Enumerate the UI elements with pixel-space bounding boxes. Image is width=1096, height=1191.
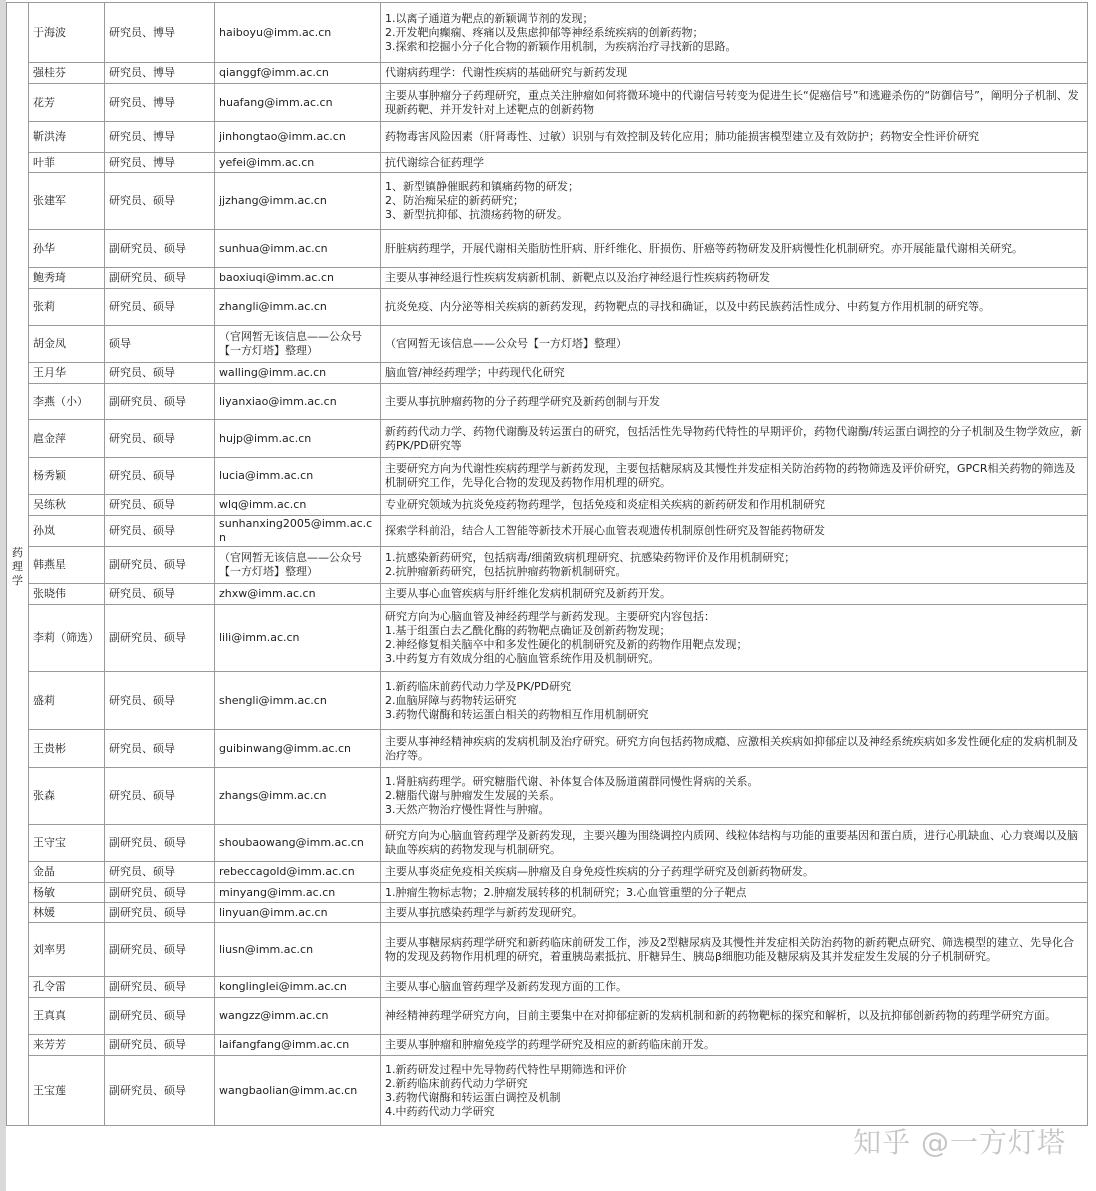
research-direction-cell [381,1035,1088,1056]
research-direction-line: 1.新药临床前药代动力学及PK/PD研究 [385,679,572,693]
research-direction-line: 3.探索和挖掘小分子化合物的新颖作用机制，为疾病治疗寻找新的思路。 [385,39,737,53]
research-direction-cell [381,230,1088,268]
research-direction-line: 专业研究领域为抗炎免疫药物药理学，包括免疫和炎症相关疾病的新药研发和作用机制研究 [385,498,825,511]
title-cell: 副研究员、硕导 [105,977,215,998]
email-cell: shoubaowang@imm.ac.cn [215,825,381,862]
title-cell: 副研究员、硕导 [105,230,215,268]
email-cell: qianggf@imm.ac.cn [215,63,381,84]
email-cell: shengli@imm.ac.cn [215,672,381,730]
name-cell: 孙岚 [29,516,105,547]
research-direction-line: 3、新型抗抑郁、抗溃疡药物的研发。 [385,208,568,221]
research-direction-cell [381,768,1088,825]
table-row [7,672,1088,730]
research-direction-line: 主要从事心血管疾病与肝纤维化发病机制研究及新药开发。 [385,587,671,600]
email-cell: jjzhang@imm.ac.cn [215,173,381,230]
research-direction-line: （官网暂无该信息——公众号【一方灯塔】整理） [385,337,627,350]
research-direction-cell [381,672,1088,730]
table-row [7,547,1088,584]
research-direction-cell [381,862,1088,883]
research-direction-cell [381,903,1088,923]
title-cell: 研究员、博导 [105,122,215,153]
research-direction-line: 1.基于组蛋白去乙酰化酶的药物靶点确证及创新药物发现； [385,624,671,637]
name-cell: 张莉 [29,289,105,326]
table-row [7,605,1088,672]
title-cell: 研究员、硕导 [105,584,215,605]
table-row [7,516,1088,547]
research-direction-cell [381,825,1088,862]
email-cell: wangzz@imm.ac.cn [215,998,381,1035]
name-cell: 李莉（筛选） [29,605,105,672]
name-cell: 韩燕星 [29,547,105,584]
name-cell: 杨秀颖 [29,458,105,495]
title-cell: 副研究员、硕导 [105,605,215,672]
table-row [7,458,1088,495]
category-cell [7,3,29,1126]
title-cell: 研究员、硕导 [105,862,215,883]
name-cell: 盛莉 [29,672,105,730]
research-direction-cell [381,977,1088,998]
email-cell: baoxiuqi@imm.ac.cn [215,268,381,289]
title-cell: 副研究员、硕导 [105,384,215,420]
title-cell: 研究员、硕导 [105,516,215,547]
research-direction-line: 抗代谢综合征药理学 [385,155,484,169]
email-cell: laifangfang@imm.ac.cn [215,1035,381,1056]
email-cell: konglinglei@imm.ac.cn [215,977,381,998]
title-cell: 硕导 [105,326,215,363]
table-row [7,153,1088,173]
table-row [7,289,1088,326]
name-cell: 杨敏 [29,883,105,903]
title-cell: 研究员、硕导 [105,289,215,326]
name-cell: 于海波 [29,3,105,63]
title-cell: 副研究员、硕导 [105,923,215,977]
research-direction-cell [381,268,1088,289]
research-direction-line: 3.药物代谢酶和转运蛋白相关的药物相互作用机制研究 [385,707,649,721]
research-direction-cell [381,883,1088,903]
title-cell: 副研究员、硕导 [105,903,215,923]
research-direction-line: 主要从事糖尿病药理学研究和新药临床前研发工作，涉及2型糖尿病及其慢性并发症相关防治药物的新药靶点研究、筛选模型的建立、先导化合物的发现及药物作用机理的研究，着重胰岛素抵抗、肝糖异生、胰岛β细胞功能及糖尿病及其并发症发生发展的分子机制研究。 [385,935,1074,963]
name-cell: 来芳芳 [29,1035,105,1056]
table-row [7,1056,1088,1126]
name-cell: 林媛 [29,903,105,923]
name-cell: 孔令雷 [29,977,105,998]
name-cell: 王宝莲 [29,1056,105,1126]
research-direction-cell [381,516,1088,547]
title-cell: 研究员、硕导 [105,495,215,516]
email-cell: jinhongtao@imm.ac.cn [215,122,381,153]
name-cell: 扈金萍 [29,420,105,458]
email-cell: wangbaolian@imm.ac.cn [215,1056,381,1126]
research-direction-cell [381,384,1088,420]
research-direction-cell [381,1056,1088,1126]
email-cell: hujp@imm.ac.cn [215,420,381,458]
table-row [7,230,1088,268]
research-direction-line: 药物毒害风险因素（肝肾毒性、过敏）识别与有效控制及转化应用；肺功能损害模型建立及有效防护；药物安全性评价研究 [385,130,979,143]
title-cell: 研究员、硕导 [105,730,215,768]
research-direction-line: 1.抗感染新药研究，包括病毒/细菌致病机理研究、抗感染药物评价及作用机制研究； [385,551,796,564]
table-row [7,326,1088,363]
table-row [7,363,1088,384]
research-direction-line: 新药药代动力学、药物代谢酶及转运蛋白的研究，包括活性先导物药代特性的早期评价，药物代谢酶/转运蛋白调控的分子机制及生物学效应，新药PK/PD研究等 [385,424,1082,452]
name-cell: 强桂芬 [29,63,105,84]
research-direction-cell [381,326,1088,363]
research-direction-line: 1.肾脏病药理学。研究糖脂代谢、补体复合体及肠道菌群同慢性肾病的关系。 [385,775,759,788]
research-direction-cell [381,173,1088,230]
email-cell: walling@imm.ac.cn [215,363,381,384]
research-direction-cell [381,63,1088,84]
research-direction-line: 2.抗肿瘤新药研究，包括抗肿瘤药物新机制研究。 [385,565,627,578]
watermark: 知乎 @一方灯塔 [853,1126,1066,1159]
research-direction-cell [381,458,1088,495]
table-row [7,862,1088,883]
title-cell: 研究员、博导 [105,84,215,122]
title-cell: 研究员、硕导 [105,672,215,730]
research-direction-line: 3.天然产物治疗慢性肾性与肿瘤。 [385,803,550,816]
title-cell: 副研究员、硕导 [105,825,215,862]
email-cell: sunhanxing2005@imm.ac.cn [215,516,381,547]
name-cell: 张森 [29,768,105,825]
email-cell: liyanxiao@imm.ac.cn [215,384,381,420]
research-direction-line: 4.中药药代动力学研究 [385,1104,495,1118]
name-cell: 王守宝 [29,825,105,862]
research-direction-line: 1.以离子通道为靶点的新颖调节剂的发现； [385,11,594,25]
title-cell: 副研究员、硕导 [105,547,215,584]
table-row [7,584,1088,605]
research-direction-line: 研究方向为心脑血管药理学及新药发现，主要兴趣为围绕调控内质网、线粒体结构与功能的重要基因和蛋白质，进行心肌缺血、心力衰竭以及脑缺血等疾病的药物发现与机制研究。 [385,829,1078,856]
research-direction-cell [381,122,1088,153]
email-cell: （官网暂无该信息——公众号【一方灯塔】整理） [215,547,381,584]
email-cell: minyang@imm.ac.cn [215,883,381,903]
table-row [7,768,1088,825]
table-row [7,268,1088,289]
name-cell: 叶菲 [29,153,105,173]
email-cell: zhangs@imm.ac.cn [215,768,381,825]
email-cell: huafang@imm.ac.cn [215,84,381,122]
research-direction-cell [381,363,1088,384]
research-direction-cell [381,3,1088,63]
research-direction-line: 1、新型镇静催眠药和镇痛药物的研发； [385,180,579,193]
name-cell: 刘率男 [29,923,105,977]
title-cell: 研究员、博导 [105,153,215,173]
name-cell: 靳洪涛 [29,122,105,153]
name-cell: 张晓伟 [29,584,105,605]
title-cell: 副研究员、硕导 [105,1035,215,1056]
research-direction-cell [381,547,1088,584]
research-direction-line: 2.糖脂代谢与肿瘤发生发展的关系。 [385,789,561,802]
name-cell: 张建军 [29,173,105,230]
research-direction-line: 2.开发靶向癫痫、疼痛以及焦虑抑郁等神经系统疾病的创新药物； [385,25,704,39]
table-row [7,883,1088,903]
email-cell: liusn@imm.ac.cn [215,923,381,977]
research-direction-line: 主要从事抗肿瘤药物的分子药理学研究及新药创制与开发 [385,394,660,408]
title-cell: 研究员、硕导 [105,768,215,825]
research-direction-line: 主要研究方向为代谢性疾病药理学与新药发现，主要包括糖尿病及其慢性并发症相关防治药物的药物筛选及评价研究，GPCR相关药物的筛选及机制研究工作，先导化合物的发现及药物作用机理的研究。 [385,462,1076,489]
title-cell: 副研究员、硕导 [105,1056,215,1126]
research-direction-line: 主要从事神经退行性疾病发病新机制、新靶点以及治疗神经退行性疾病药物研发 [385,271,770,284]
table-row [7,977,1088,998]
email-cell: lucia@imm.ac.cn [215,458,381,495]
title-cell: 研究员、博导 [105,63,215,84]
research-direction-line: 主要从事肿瘤分子药理研究，重点关注肿瘤如何将微环境中的代谢信号转变为促进生长“促癌信号”和逃避杀伤的“防御信号”，阐明分子机制、发现新药靶、并开发针对上述靶点的创新药物 [385,88,1079,116]
table-row [7,998,1088,1035]
research-direction-line: 2、防治痴呆症的新药研究； [385,194,524,207]
name-cell: 孙华 [29,230,105,268]
research-direction-cell [381,605,1088,672]
email-cell: rebeccagold@imm.ac.cn [215,862,381,883]
name-cell: 胡金凤 [29,326,105,363]
research-direction-cell [381,153,1088,173]
research-direction-line: 脑血管/神经药理学；中药现代化研究 [385,366,565,379]
table-row [7,84,1088,122]
research-direction-line: 抗炎免疫、内分泌等相关疾病的新药发现，药物靶点的寻找和确证，以及中药民族药活性成分、中药复方作用机制的研究等。 [385,300,990,313]
research-direction-cell [381,84,1088,122]
name-cell: 李燕（小） [29,384,105,420]
email-cell: （官网暂无该信息——公众号【一方灯塔】整理） [215,326,381,363]
research-direction-cell [381,923,1088,977]
name-cell: 花芳 [29,84,105,122]
research-direction-line: 3.药物代谢酶和转运蛋白调控及机制 [385,1090,561,1104]
research-direction-line: 2.血脑屏障与药物转运研究 [385,693,517,707]
faculty-table [6,2,1088,1126]
research-direction-cell [381,420,1088,458]
research-direction-line: 研究方向为心脑血管及神经药理学与新药发现。主要研究内容包括： [385,610,715,623]
name-cell: 王月华 [29,363,105,384]
name-cell: 金晶 [29,862,105,883]
category-label: 药理学 [12,546,23,587]
faculty-table-body [7,3,1088,1126]
name-cell: 鲍秀琦 [29,268,105,289]
research-direction-line: 探索学科前沿，结合人工智能等新技术开展心血管表观遗传机制原创性研究及智能药物研发 [385,524,825,537]
table-row [7,3,1088,63]
name-cell: 王贵彬 [29,730,105,768]
title-cell: 副研究员、硕导 [105,998,215,1035]
table-row [7,825,1088,862]
table-row [7,495,1088,516]
research-direction-line: 1.肿瘤生物标志物；2.肿瘤发展转移的机制研究；3.心血管重塑的分子靶点 [385,885,747,899]
table-row [7,173,1088,230]
research-direction-line: 主要从事炎症免疫相关疾病—肿瘤及自身免疫性疾病的分子药理学研究及创新药物研发。 [385,865,814,878]
email-cell: zhangli@imm.ac.cn [215,289,381,326]
email-cell: wlq@imm.ac.cn [215,495,381,516]
table-row [7,1035,1088,1056]
title-cell: 研究员、硕导 [105,420,215,458]
email-cell: zhxw@imm.ac.cn [215,584,381,605]
research-direction-cell [381,495,1088,516]
research-direction-line: 主要从事神经精神疾病的发病机制及治疗研究。研究方向包括药物成瘾、应激相关疾病如抑郁症以及神经系统疾病如多发性硬化症的发病机制及治疗等。 [385,734,1078,762]
research-direction-line: 主要从事抗感染药理学与新药发现研究。 [385,905,583,919]
research-direction-line: 神经精神药理学研究方向，目前主要集中在对抑郁症新的发病机制和新的药物靶标的探究和解析，以及抗抑郁创新药物的药理学研究方面。 [385,1009,1056,1022]
research-direction-line: 1.新药研发过程中先导物药代特性早期筛选和评价 [385,1062,627,1076]
title-cell: 副研究员、硕导 [105,883,215,903]
name-cell: 王真真 [29,998,105,1035]
research-direction-line: 主要从事心脑血管药理学及新药发现方面的工作。 [385,980,627,993]
title-cell: 研究员、博导 [105,3,215,63]
email-cell: lili@imm.ac.cn [215,605,381,672]
research-direction-line: 肝脏病药理学，开展代谢相关脂肪性肝病、肝纤维化、肝损伤、肝癌等药物研发及肝病慢性化机制研究。亦开展能量代谢相关研究。 [385,241,1023,255]
name-cell: 吴练秋 [29,495,105,516]
research-direction-cell [381,730,1088,768]
table-row [7,903,1088,923]
email-cell: haiboyu@imm.ac.cn [215,3,381,63]
research-direction-line: 2.神经修复相关脑卒中和多发性硬化的机制研究及新的药物作用靶点发现； [385,638,748,651]
title-cell: 研究员、硕导 [105,458,215,495]
table-row [7,122,1088,153]
research-direction-line: 3.中药复方有效成分组的心脑血管系统作用及机制研究。 [385,652,660,665]
title-cell: 研究员、硕导 [105,363,215,384]
table-row [7,923,1088,977]
table-row [7,730,1088,768]
table-row [7,420,1088,458]
email-cell: sunhua@imm.ac.cn [215,230,381,268]
email-cell: yefei@imm.ac.cn [215,153,381,173]
title-cell: 副研究员、硕导 [105,268,215,289]
table-row [7,63,1088,84]
research-direction-cell [381,584,1088,605]
research-direction-cell [381,998,1088,1035]
title-cell: 研究员、硕导 [105,173,215,230]
table-row [7,384,1088,420]
research-direction-line: 主要从事肿瘤和肿瘤免疫学的药理学研究及相应的新药临床前开发。 [385,1038,715,1051]
research-direction-cell [381,289,1088,326]
research-direction-line: 代谢病药理学：代谢性疾病的基础研究与新药发现 [385,66,627,79]
research-direction-line: 2.新药临床前药代动力学研究 [385,1076,528,1090]
email-cell: linyuan@imm.ac.cn [215,903,381,923]
email-cell: guibinwang@imm.ac.cn [215,730,381,768]
